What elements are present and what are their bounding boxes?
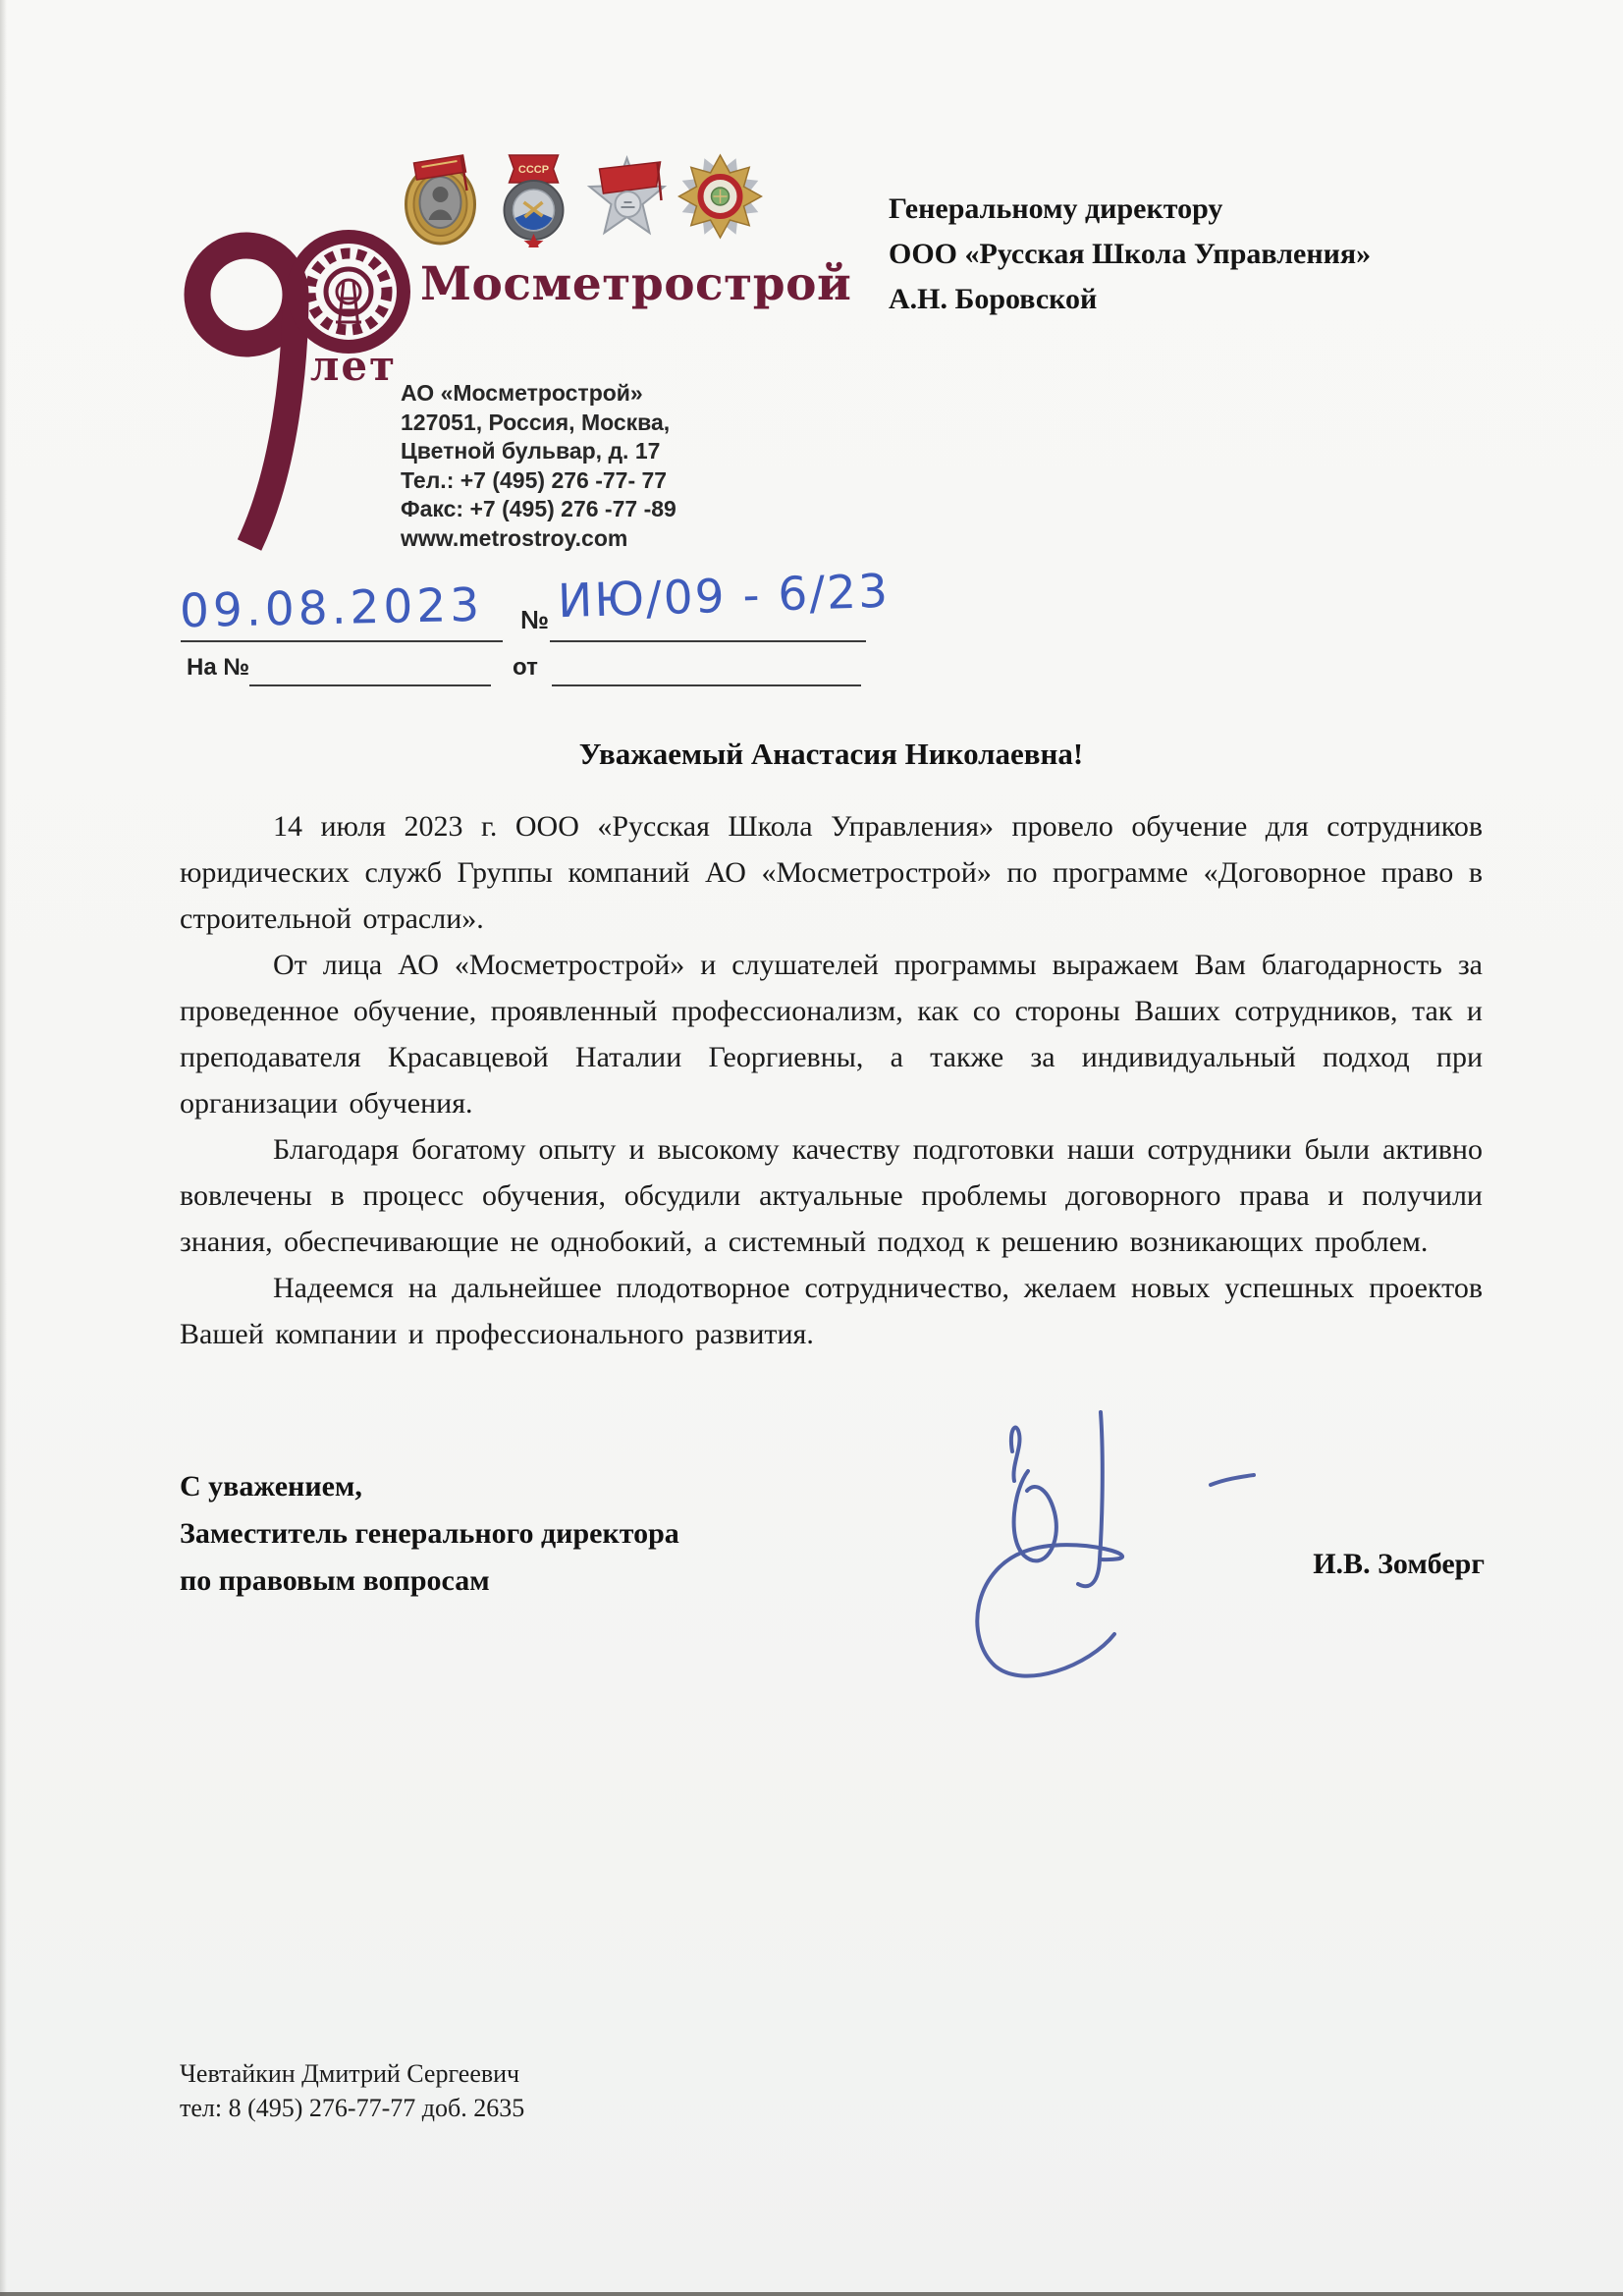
order-of-october-revolution-icon <box>584 145 670 247</box>
letter-body <box>180 803 1483 1357</box>
date-underline <box>181 640 503 642</box>
paragraph-2: От лица АО «Мосметрострой» и слушателей программы выражаем Вам благодарность за проведенное обучение, проявленный профессионализм, как со стороны Ваших сотрудников, так и преподавателя Красавцевой Наталии Георгиевны, а также за индивидуальный подход при организации обучения. <box>180 949 1483 1120</box>
reply-from-label: от <box>513 654 538 681</box>
sender-phone: Тел.: +7 (495) 276 -77- 77 <box>401 466 668 493</box>
sender-fax: Факс: +7 (495) 276 -77 -89 <box>401 496 676 521</box>
recipient-title: Генеральному директору <box>889 192 1223 225</box>
closing-position-line1: Заместитель генерального директора <box>180 1517 679 1550</box>
paragraph-1: 14 июля 2023 г. ООО «Русская Школа Управления» провело обучение для сотрудников юридических служб Группы компаний АО «Мосметрострой» по программе «Договорное право в строительной отрасли». <box>180 810 1483 935</box>
salutation: Уважаемый Анастасия Николаевна! <box>578 737 1084 771</box>
executor-phone: тел: 8 (495) 276-77-77 доб. 2635 <box>180 2094 525 2122</box>
order-of-red-banner-of-labour-icon <box>491 145 576 247</box>
outgoing-date-handwritten: 09.08.2023 <box>179 577 484 639</box>
closing-regards: С уважением, <box>180 1470 362 1503</box>
sender-street: Цветной бульвар, д. 17 <box>401 438 661 464</box>
closing-block <box>180 1463 679 1605</box>
scan-edge-left <box>0 0 7 2296</box>
scan-edge-bottom <box>0 2292 1623 2296</box>
svg-text:СССР: СССР <box>517 164 550 176</box>
company-wordmark: Мосметрострой <box>420 257 852 311</box>
handwritten-signature <box>918 1394 1340 1699</box>
executor-contact-block <box>180 2056 524 2125</box>
number-sign-label: № <box>520 605 549 634</box>
paragraph-3: Благодаря богатому опыту и высокому качеству подготовки наши сотрудники были активно вовлечены в процесс обучения, обсудили актуальные проблемы договорного права и получили знания, обеспечивающие не однобокий, а системный подход к решению возникающих проблем. <box>180 1133 1483 1258</box>
reply-number-underline <box>249 684 491 686</box>
letterhead-medals <box>398 145 763 247</box>
recipient-company: ООО «Русская Школа Управления» <box>889 238 1372 270</box>
signer-name: И.В. Зомберг <box>1313 1548 1485 1580</box>
closing-position-line2: по правовым вопросам <box>180 1564 490 1597</box>
anniversary-90-logo <box>147 218 422 562</box>
sender-postal: 127051, Россия, Москва, <box>401 409 671 435</box>
number-underline <box>550 640 866 642</box>
recipient-name: А.Н. Боровской <box>889 283 1098 315</box>
sender-company: АО «Мосметрострой» <box>401 380 643 406</box>
reply-date-underline <box>552 684 861 686</box>
outgoing-number-handwritten: ИЮ/09 - 6/23 <box>557 564 891 629</box>
sender-website: www.metrostroy.com <box>401 524 628 551</box>
sender-address-block <box>401 379 676 553</box>
executor-name: Чевтайкин Дмитрий Сергеевич <box>180 2059 520 2088</box>
recipient-block <box>889 187 1371 322</box>
logo-years-label: лет <box>309 342 398 390</box>
order-of-friendship-of-peoples-icon <box>677 145 763 247</box>
reply-to-number-label: На № <box>187 654 250 681</box>
paragraph-4: Надеемся на дальнейшее плодотворное сотрудничество, желаем новых успешных проектов Вашей компании и профессионального развития. <box>180 1272 1483 1350</box>
